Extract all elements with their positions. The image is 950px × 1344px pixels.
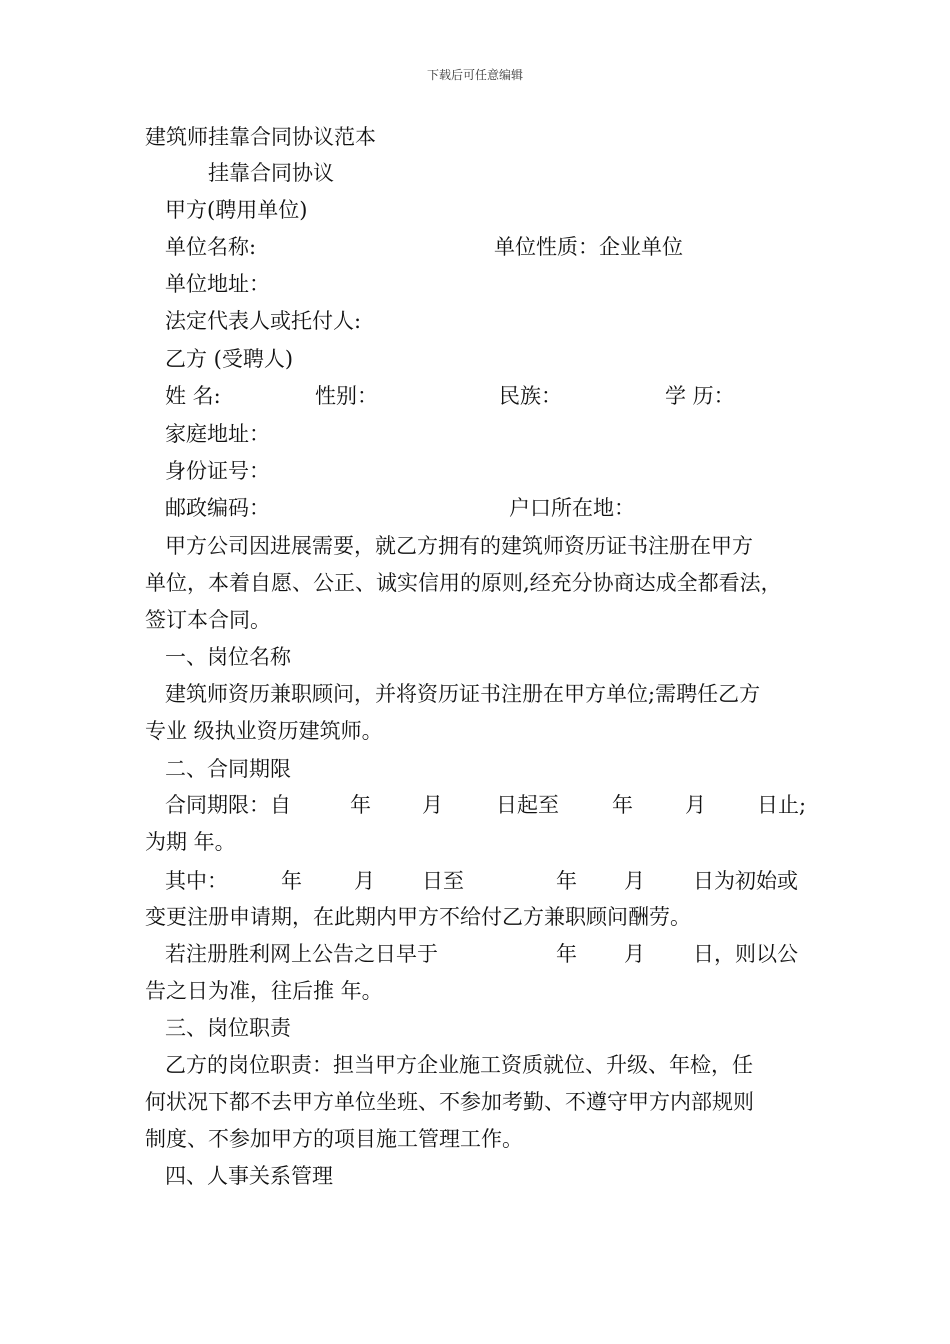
- party-b-heading: 乙方 (受聘人): [165, 347, 294, 371]
- postal-code-label: 邮政编码：: [165, 496, 270, 520]
- ethnicity-label: 民族：: [499, 384, 562, 408]
- section-3-line-3: 制度、不参加甲方的项目施工管理工作。: [145, 1127, 523, 1151]
- term-period: 为期 年。: [145, 830, 236, 854]
- term-from-day: 日起至: [496, 793, 559, 817]
- intro-line-2: 单位，本着自愿、公正、诚实信用的原则,经充分协商达成全都看法，: [145, 571, 782, 595]
- party-a-heading: 甲方(聘用单位): [165, 198, 308, 222]
- term-month-1: 月: [422, 793, 443, 817]
- unit-nature-text: 单位性质：企业单位: [494, 235, 683, 259]
- unit-name-label: 单位名称:: [165, 235, 257, 259]
- unit-address-label: 单位地址：: [165, 272, 270, 296]
- home-address-label: 家庭地址：: [165, 422, 270, 446]
- intro-line-1: 甲方公司因进展需要，就乙方拥有的建筑师资历证书注册在甲方: [165, 534, 753, 558]
- among-month-1: 月: [354, 869, 375, 893]
- term-month-2: 月: [685, 793, 706, 817]
- notice-label: 若注册胜利网上公告之日早于: [165, 942, 438, 966]
- term-to-day: 日止;: [757, 793, 807, 817]
- notice-line-2: 告之日为准，往后推 年。: [145, 979, 383, 1003]
- section-1-heading: 一、岗位名称: [165, 645, 291, 669]
- notice-year: 年: [556, 942, 577, 966]
- term-label: 合同期限：自: [165, 793, 291, 817]
- among-day-to: 日至: [422, 869, 464, 893]
- among-year-1: 年: [281, 869, 302, 893]
- gender-label: 性别：: [315, 384, 378, 408]
- education-label: 学 历：: [665, 384, 735, 408]
- among-year-2: 年: [556, 869, 577, 893]
- header-note: 下载后可任意编辑: [426, 68, 523, 82]
- term-year-1: 年: [350, 793, 371, 817]
- section-3-line-2: 何状况下都不去甲方单位坐班、不参加考勤、不遵守甲方内部规则: [145, 1090, 754, 1114]
- section-3-heading: 三、岗位职责: [165, 1016, 291, 1040]
- section-2-heading: 二、合同期限: [165, 757, 291, 781]
- name-label: 姓 名:: [165, 384, 221, 408]
- section-1-line-1: 建筑师资历兼职顾问，并将资历证书注册在甲方单位;需聘任乙方: [165, 682, 761, 706]
- intro-line-3: 签订本合同。: [145, 608, 271, 632]
- among-label: 其中：: [165, 869, 228, 893]
- among-month-2: 月: [624, 869, 645, 893]
- doc-title: 建筑师挂靠合同协议范本: [145, 125, 376, 149]
- among-initial: 日为初始或: [693, 869, 798, 893]
- id-number-label: 身份证号：: [165, 459, 270, 483]
- hukou-label: 户口所在地：: [509, 496, 635, 520]
- legal-rep-label: 法定代表人或托付人:: [165, 309, 362, 333]
- section-3-line-1: 乙方的岗位职责：担当甲方企业施工资质就位、升级、年检，任: [165, 1053, 753, 1077]
- section-1-line-2: 专业 级执业资历建筑师。: [145, 719, 383, 743]
- term-year-2: 年: [612, 793, 633, 817]
- notice-month: 月: [624, 942, 645, 966]
- notice-day: 日，则以公: [693, 942, 798, 966]
- initial-period-line-2: 变更注册申请期，在此期内甲方不给付乙方兼职顾问酬劳。: [145, 905, 691, 929]
- section-4-heading: 四、人事关系管理: [165, 1164, 333, 1188]
- doc-subtitle: 挂靠合同协议: [208, 161, 334, 185]
